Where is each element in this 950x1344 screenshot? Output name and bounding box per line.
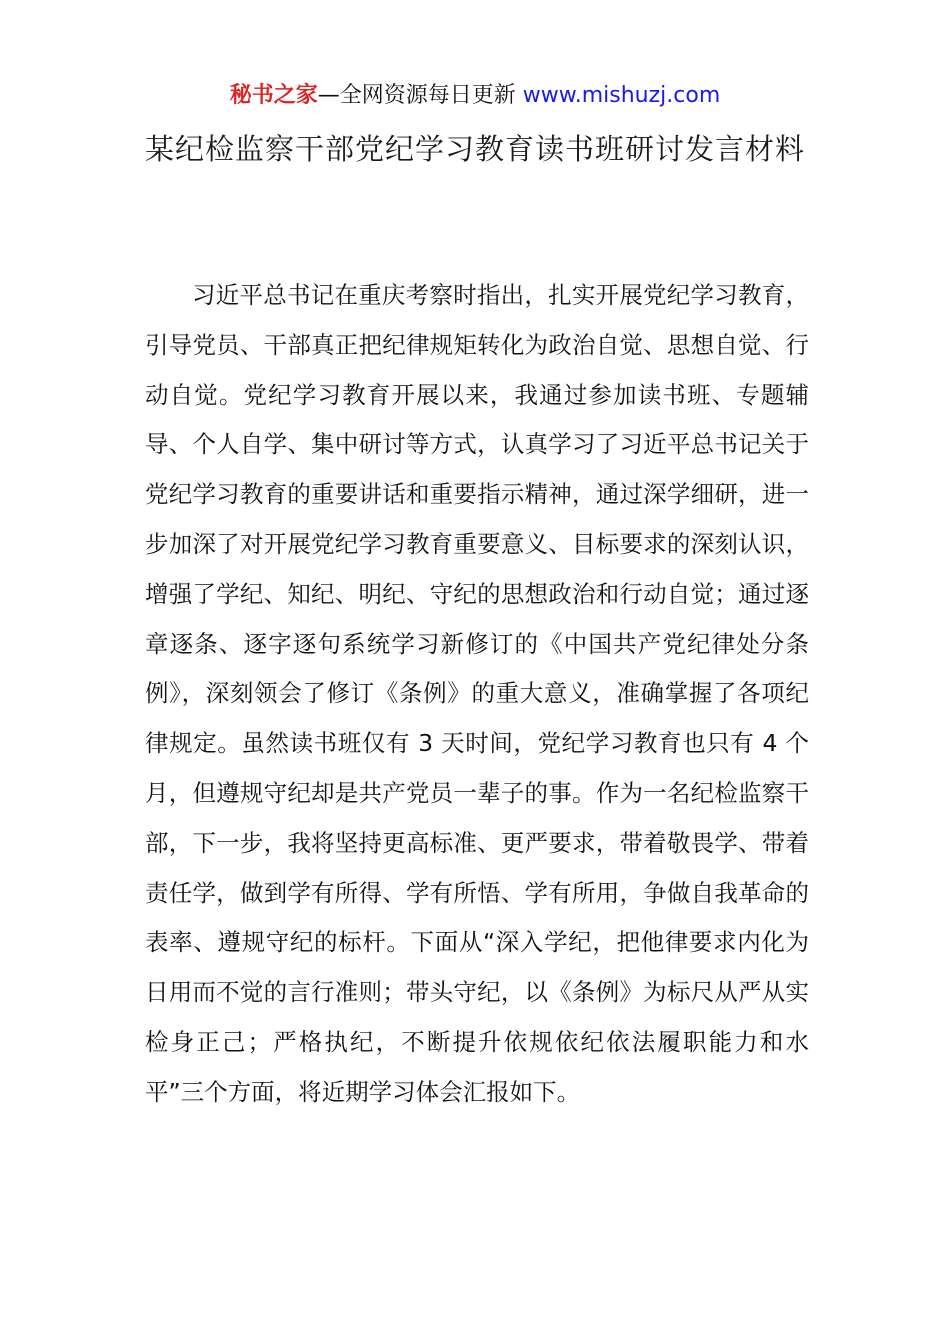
document-title: 某纪检监察干部党纪学习教育读书班研讨发言材料 — [144, 132, 805, 166]
site-header — [0, 80, 950, 112]
site-url-link[interactable]: www.mishuzj.com — [522, 83, 721, 108]
brand-name: 秘书之家 — [229, 83, 318, 108]
body-paragraph: 习近平总书记在重庆考察时指出，扎实开展党纪学习教育，引导党员、干部真正把纪律规矩转化为政治自觉、思想自觉、行动自觉。党纪学习教育开展以来，我通过参加读书班、专题辅导、个人自学、集中研讨等方式，认真学习了习近平总书记关于党纪学习教育的重要讲话和重要指示精神，通过深学细研，进一步加深了对开展党纪学习教育重要意义、目标要求的深刻认识，增强了学纪、知纪、明纪、守纪的思想政治和行动自觉；通过逐章逐条、逐字逐句系统学习新修订的《中国共产党纪律处分条例》，深刻领会了修订《条例》的重大意义，准确掌握了各项纪律规定。虽然读书班仅有 3 天时间，党纪学习教育也只有 4 个月，但遵规守纪却是共产党员一辈子的事。作为一名纪检监察干部，下一步，我将坚持更高标准、更严要求，带着敬畏学、带着责任学，做到学有所得、学有所悟、学有所用，争做自我革命的表率、遵规守纪的标杆。下面从“深入学纪，把他律要求内化为日用而不觉的言行准则；带头守纪，以《条例》为标尺从严从实检身正己；严格执纪，不断提升依规依纪依法履职能力和水平”三个方面，将近期学习体会汇报如下。 — [145, 281, 809, 1106]
header-tagline: —全网资源每日更新 — [317, 83, 523, 108]
